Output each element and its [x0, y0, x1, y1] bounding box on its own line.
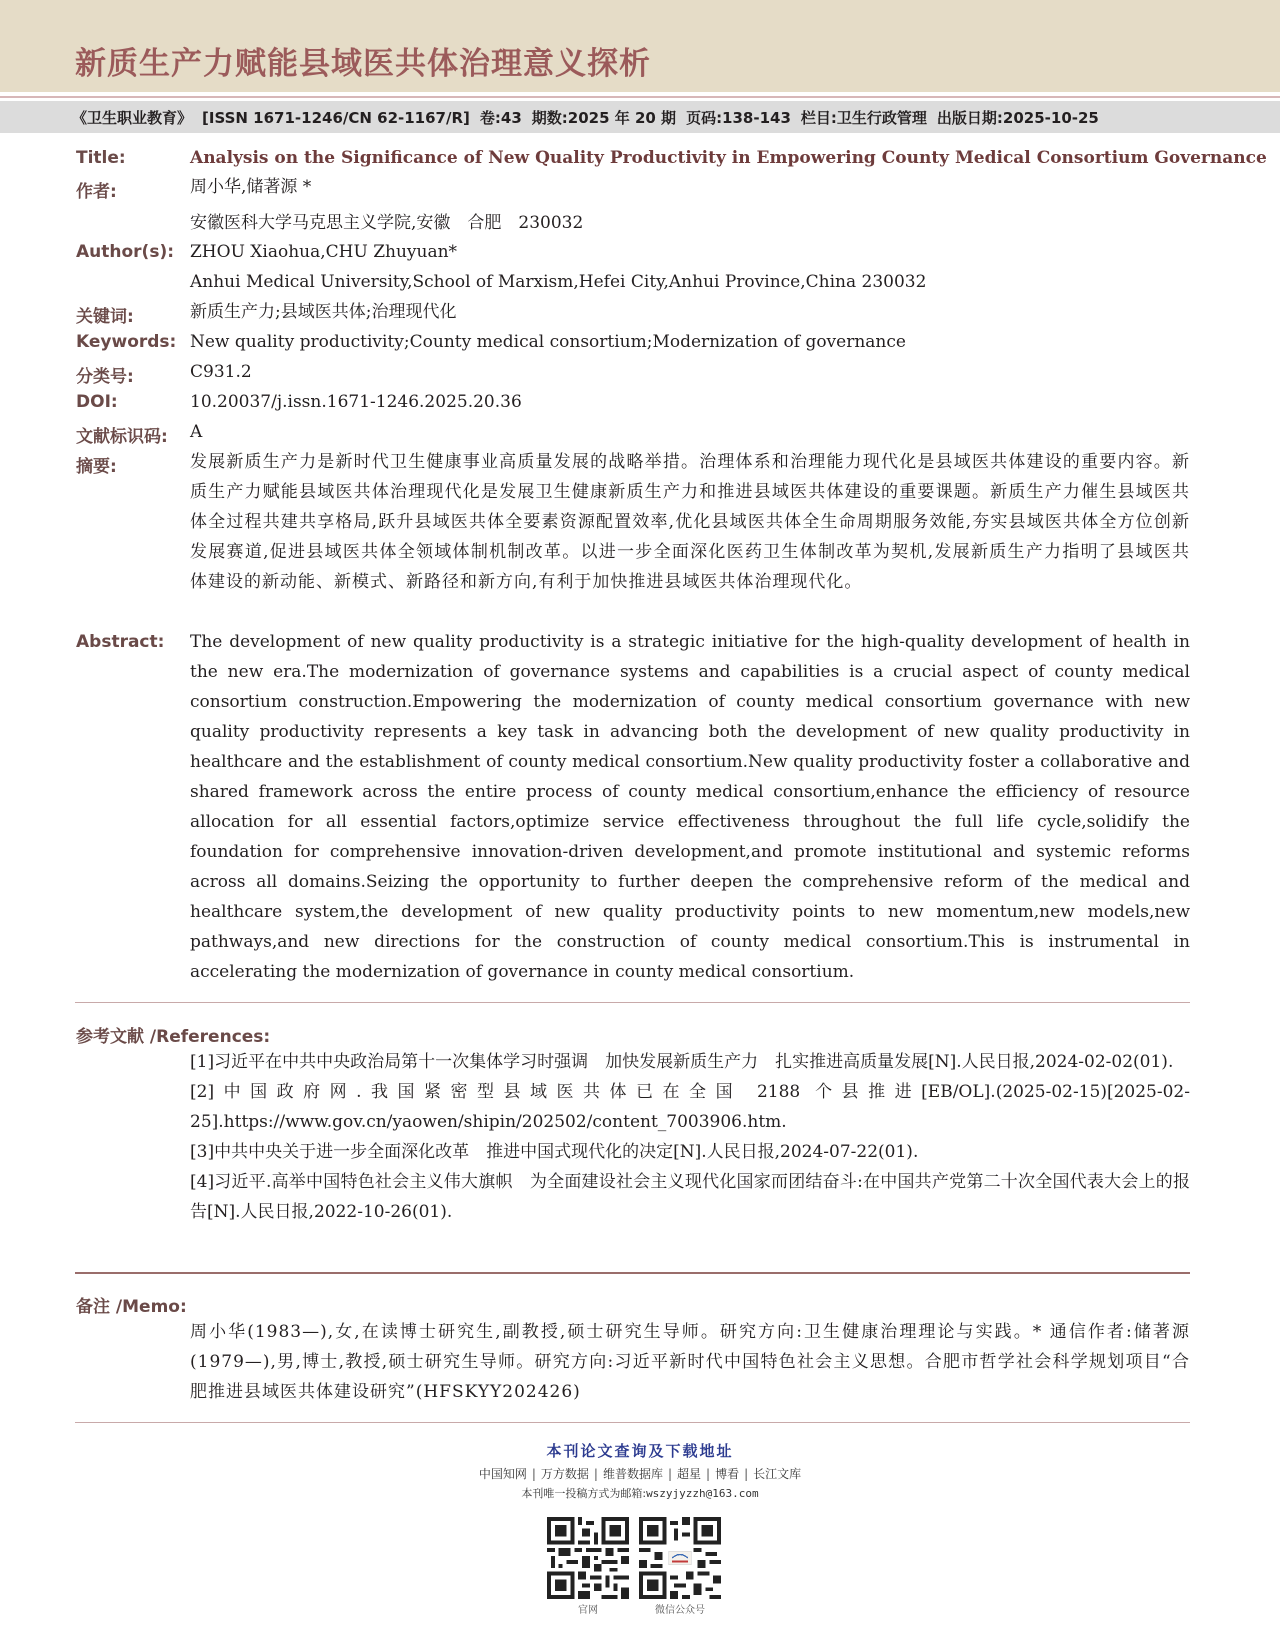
- separator: |: [593, 1467, 598, 1481]
- footer-divider: [75, 1422, 1190, 1423]
- database-list: [0, 1465, 1280, 1482]
- references-label: 参考文献 /References:: [76, 1027, 271, 1047]
- database-link[interactable]: 万方数据: [540, 1467, 589, 1481]
- authors-cn: 周小华,储著源 *: [190, 177, 312, 197]
- title-en: Analysis on the Significance of New Quality Productivity in Empowering County Medical Consortium Governance: [190, 148, 1267, 168]
- qr-wechat: [638, 1517, 722, 1616]
- journal-meta-bar: [0, 101, 1280, 133]
- qr-caption: 官网: [578, 1605, 598, 1616]
- database-link[interactable]: 超星: [677, 1467, 702, 1481]
- reference-item: [4]习近平.高举中国特色社会主义伟大旗帜 为全面建设社会主义现代化国家而团结奋斗:在中国共产党第二十次全国代表大会上的报告[N].人民日报,2022-10-26(01).: [190, 1172, 1190, 1222]
- keywords-cn: 新质生产力;县域医共体;治理现代化: [190, 302, 457, 322]
- reference-item[interactable]: [2]中国政府网.我国紧密型县域医共体已在全国 2188 个县推进[EB/OL].(2025-02-15)[2025-02-25].https://www.gov.cn/yaowen/shipin/202502/content_7003906.htm.: [190, 1082, 1190, 1132]
- doc-code: A: [190, 422, 203, 442]
- abstract-en: The development of new quality productivity is a strategic initiative for the high-quality development of health in the new era.The modernization of governance systems and capabilities is a crucial aspect of county medical consortium construction.Empowering the modernization of county medical consortium governance with new quality productivity represents a key task in advancing both the development of new quality productivity in healthcare and the establishment of county medical consortium.New quality productivity foster a collaborative and shared framework across the entire process of county medical consortium,enhance the efficiency of resource allocation for all essential factors,optimize service effectiveness throughout the full life cycle,solidify the foundation for comprehensive innovation-driven development,and promote institutional and systemic reforms across all domains.Seizing the opportunity to further deepen the comprehensive reform of the medical and healthcare system,the development of new quality productivity points to new momentum,new models,new pathways,and new directions for the construction of county medical consortium.This is instrumental in accelerating the modernization of governance in county medical consortium.: [190, 632, 1190, 982]
- keywords-cn-label: 关键词:: [76, 307, 134, 327]
- separator: |: [706, 1467, 711, 1481]
- database-link[interactable]: 长江文库: [753, 1467, 802, 1481]
- qr-code-icon: [547, 1517, 629, 1599]
- journal-volume: 卷:43: [479, 109, 522, 127]
- journal-pages: 页码:138-143: [686, 109, 791, 127]
- qr-caption: 微信公众号: [655, 1605, 705, 1616]
- journal-name: 《卫生职业教育》: [72, 109, 193, 127]
- reference-item: [1]习近平在中共中央政治局第十一次集体学习时强调 加快发展新质生产力 扎实推进高质量发展[N].人民日报,2024-02-02(01).: [190, 1052, 1174, 1072]
- journal-meta-text: [72, 107, 1109, 128]
- email-link[interactable]: wszyjyzzh@163.com: [646, 1487, 759, 1500]
- article-title-cn: 新质生产力赋能县域医共体治理意义探析: [75, 46, 651, 82]
- header-banner: [0, 0, 1280, 92]
- classification-label: 分类号:: [76, 367, 134, 387]
- doc-code-label: 文献标识码:: [76, 427, 168, 447]
- reference-list: [190, 1047, 1190, 1227]
- separator: |: [531, 1467, 536, 1481]
- title-label: Title:: [76, 148, 126, 168]
- footer-heading: 本刊论文查询及下载地址: [546, 1442, 734, 1460]
- abstract-cn: 发展新质生产力是新时代卫生健康事业高质量发展的战略举措。治理体系和治理能力现代化是县域医共体建设的重要内容。新质生产力赋能县域医共体治理现代化是发展卫生健康新质生产力和推进县域医共体建设的重要课题。新质生产力催生县域医共体全过程共建共享格局,跃升县域医共体全要素资源配置效率,优化县域医共体全生命周期服务效能,夯实县域医共体全方位创新发展赛道,促进县域医共体全领域体制机制改革。以进一步全面深化医药卫生体制改革为契机,发展新质生产力指明了县域医共体建设的新动能、新模式、新路径和新方向,有利于加快推进县域医共体治理现代化。: [190, 452, 1190, 592]
- authors-en: ZHOU Xiaohua,CHU Zhuyuan*: [190, 242, 458, 262]
- email-prefix: 本刊唯一投稿方式为邮箱:: [521, 1487, 647, 1500]
- journal-issue: 期数:2025 年 20 期: [531, 109, 677, 127]
- qr-official-site: [546, 1517, 630, 1616]
- database-link[interactable]: 中国知网: [478, 1467, 527, 1481]
- abstract-cn-label: 摘要:: [76, 457, 117, 477]
- authors-cn-label: 作者:: [76, 182, 117, 202]
- affiliation-cn: 安徽医科大学马克思主义学院,安徽 合肥 230032: [190, 213, 584, 233]
- journal-column: 栏目:卫生行政管理: [800, 109, 927, 127]
- doi[interactable]: 10.20037/j.issn.1671-1246.2025.20.36: [190, 392, 522, 412]
- journal-issn: [ISSN 1671-1246/CN 62-1167/R]: [202, 109, 470, 127]
- memo-divider: [75, 1272, 1190, 1274]
- separator: |: [667, 1467, 673, 1481]
- memo-label: 备注 /Memo:: [76, 1297, 187, 1317]
- separator: |: [744, 1467, 749, 1481]
- header-divider: [0, 96, 1280, 98]
- database-link[interactable]: 博看: [715, 1467, 740, 1481]
- submission-email: [0, 1485, 1280, 1501]
- journal-pub-date: 出版日期:2025-10-25: [936, 109, 1099, 127]
- classification: C931.2: [190, 362, 252, 382]
- section-divider: [75, 1002, 1190, 1003]
- reference-item: [3]中共中央关于进一步全面深化改革 推进中国式现代化的决定[N].人民日报,2024-07-22(01).: [190, 1142, 919, 1162]
- footer: [0, 1440, 1280, 1501]
- memo-text: 周小华(1983—),女,在读博士研究生,副教授,硕士研究生导师。研究方向:卫生健康治理理论与实践。* 通信作者:储著源(1979—),男,博士,教授,硕士研究生导师。研究方向:习近平新时代中国特色社会主义思想。合肥市哲学社会科学规划项目“合肥推进县域医共体建设研究”(HFSKYY202426): [190, 1322, 1190, 1402]
- abstract-en-label: Abstract:: [76, 632, 165, 652]
- doi-label: DOI:: [76, 392, 118, 412]
- keywords-en-label: Keywords:: [76, 332, 177, 352]
- authors-en-label: Author(s):: [76, 242, 175, 262]
- qr-code-icon: [639, 1517, 721, 1599]
- keywords-en: New quality productivity;County medical consortium;Modernization of governance: [190, 332, 906, 352]
- affiliation-en: Anhui Medical University,School of Marxism,Hefei City,Anhui Province,China 230032: [190, 272, 927, 292]
- database-link[interactable]: 维普数据库: [602, 1467, 663, 1481]
